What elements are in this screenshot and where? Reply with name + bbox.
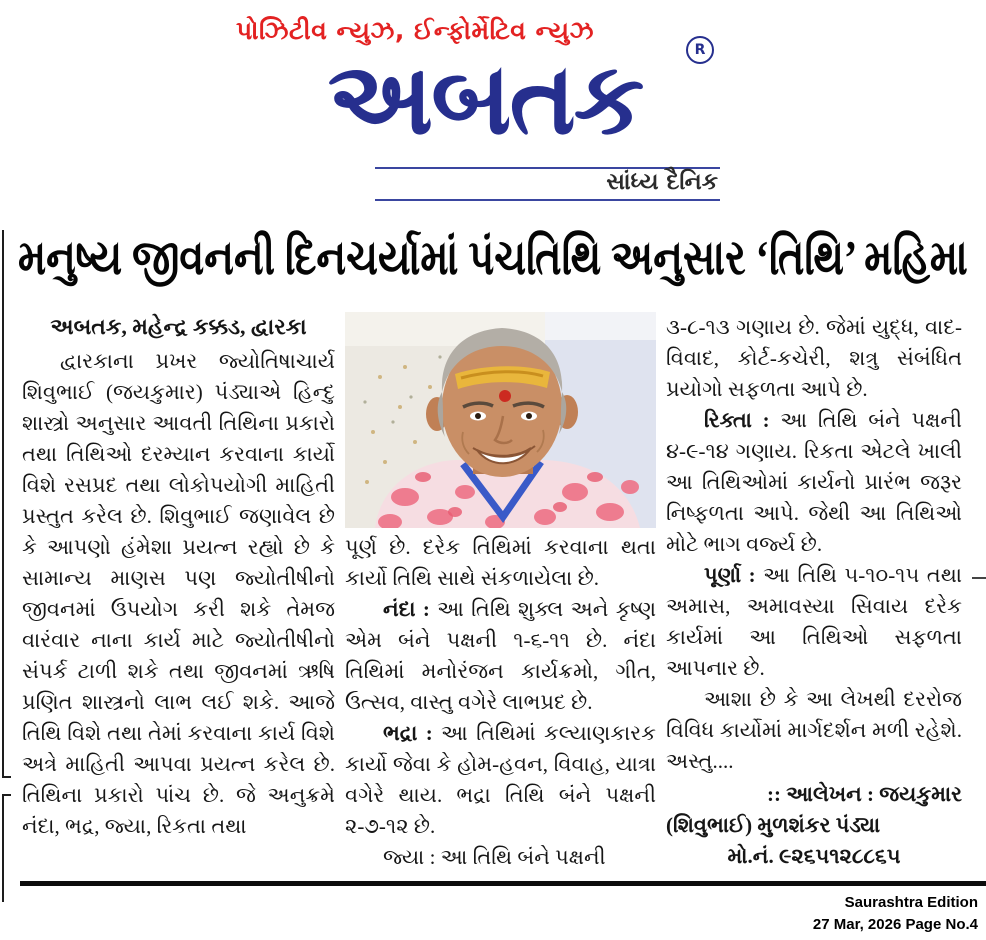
right-edge-rule-fragment bbox=[972, 577, 986, 579]
tithi-name-rikta: રિક્તા : bbox=[704, 408, 770, 432]
tithi-name-purna: પૂર્ણા : bbox=[704, 563, 756, 587]
article-paragraph-rikta bbox=[666, 405, 962, 560]
tithi-text: આ તિથિ શુક્લ અને કૃષ્ણ એમ બંને પક્ષની ૧-૬-૧૧ છે. નંદા તિથિમાં મનોરંજન કાર્યક્રમો, ગીત, ઉત્સવ, વાસ્તુ વગેરે લાભપ્રદ છે. bbox=[345, 597, 657, 714]
edition-footer bbox=[813, 892, 978, 936]
article-paragraph-purna bbox=[666, 560, 962, 684]
article-column-3 bbox=[666, 312, 962, 872]
article-headline: મનુષ્ય જીવનની દિનચર્યામાં પંચતિથિ અનુસાર ‘તિથિ’ મહિમા bbox=[18, 230, 968, 285]
portrait-photo bbox=[345, 312, 656, 528]
article-byline: અબતક, મહેન્દ્ર કક્કડ, દ્વારકા bbox=[50, 314, 307, 339]
logo-underline-bottom bbox=[375, 199, 720, 201]
bottom-divider-rule bbox=[20, 881, 986, 886]
article-paragraph-bhadra bbox=[345, 718, 656, 842]
article-paragraph: પૂર્ણ છે. દરેક તિથિમાં કરવાના થતા કાર્યો તિથિ સાથે સંકળાયેલા છે. bbox=[345, 535, 656, 590]
left-page-border-segment bbox=[2, 230, 4, 778]
article-paragraph-nanda bbox=[345, 594, 656, 718]
masthead-subtitle: સાંધ્ય દૈનિક bbox=[606, 169, 718, 195]
masthead-tagline: પોઝિટીવ ન્યુઝ, ઈન્ફોર્મેટિવ ન્યુઝ bbox=[236, 16, 594, 45]
article-column-2 bbox=[345, 312, 656, 873]
article-paragraph: ૩-૮-૧૩ ગણાય છે. જેમાં યુદ્ધ, વાદ-વિવાદ, કોર્ટ-કચેરી, શત્રુ સંબંધિત પ્રયોગો સફળતા આપે છે. bbox=[666, 315, 962, 401]
author-credit-line: :: આલેખન : જયકુમાર bbox=[767, 782, 962, 806]
author-credit-block bbox=[666, 779, 962, 872]
left-border-tick bbox=[2, 776, 11, 778]
tithi-text: આ તિથિમાં કલ્યાણકારક કાર્યો જેવા કે હોમ-હવન, વિવાહ, યાત્રા વગેરે થાય. ભદ્રા તિથિ બંને પક્ષની ૨-૭-૧૨ છે. bbox=[345, 721, 656, 838]
author-phone-number: મો.નં. ૯૨૬૫૧૨૮૮૬૫ bbox=[727, 844, 901, 868]
author-credit-line: (શિવુભાઈ) મુળશંકર પંડ્યા bbox=[666, 813, 881, 837]
tithi-text: આ તિથિ બંને પક્ષની ૪-૯-૧૪ ગણાય. રિકતા એટલે ખાલી આ તિથિઓમાં કાર્યનો પ્રારંભ જરૂર નિષ્ફળતા આપે. જેથી આ તિથિઓ મોટે ભાગ વર્જ્ય છે. bbox=[666, 408, 962, 556]
newspaper-logo: અબતક bbox=[327, 40, 643, 157]
article-paragraph-jaya: જ્યા : આ તિથિ બંને પક્ષની bbox=[383, 845, 606, 869]
edition-name: Saurashtra Edition bbox=[844, 894, 978, 911]
article-closing-paragraph: આશા છે કે આ લેખથી દરરોજ વિવિધ કાર્યોમાં માર્ગદર્શન મળી રહેશે. અસ્તુ.... bbox=[666, 687, 962, 773]
tithi-text: આ તિથિ ૫-૧૦-૧૫ તથા અમાસ, અમાવસ્યા સિવાય દરેક કાર્યમાં આ તિથિઓ સફળતા આપનાર છે. bbox=[666, 563, 962, 680]
left-page-border-segment bbox=[2, 794, 4, 902]
edition-date-page: 27 Mar, 2026 Page No.4 bbox=[812, 916, 978, 933]
tithi-name-nanda: નંદા : bbox=[383, 597, 430, 621]
registered-trademark-icon: R bbox=[686, 36, 714, 64]
article-paragraph: દ્વારકાના પ્રખર જ્યોતિષાચાર્ય શિવુભાઈ (જયકુમાર) પંડ્યાએ હિન્દુ શાસ્ત્રો અનુસાર આવતી તિથિના પ્રકારો તથા તિથિઓ દરમ્યાન કરવાના કાર્યો વિશે રસપ્રદ તથા લોકોપયોગી માહિતી પ્રસ્તુત કરેલ છે. શિવુભાઈ જણાવેલ છે કે આપણો હંમેશા પ્રયત્ન રહ્યો છે કે સામાન્ય માણસ પણ જ્યોતીષીનો જીવનમાં ઉપયોગ કરી શકે તેમજ વારંવાર નાના કાર્ય માટે જ્યોતીષીનો સંપર્ક ટાળી શકે તથા જીવનમાં ઋષિ પ્રણિત શાસ્ત્રનો લાભ લઈ શકે. આજે તિથિ વિશે તથા તેમાં કરવાના કાર્ય વિશે અત્રે માહિતી આપવા પ્રયત્ન કરેલ છે. તિથિના પ્રકારો પાંચ છે. જે અનુક્રમે નંદા, ભદ્ર, જ્યા, રિકતા તથા bbox=[22, 349, 335, 838]
tithi-name-bhadra: ભદ્રા : bbox=[383, 721, 433, 745]
article-column-1 bbox=[22, 312, 335, 842]
